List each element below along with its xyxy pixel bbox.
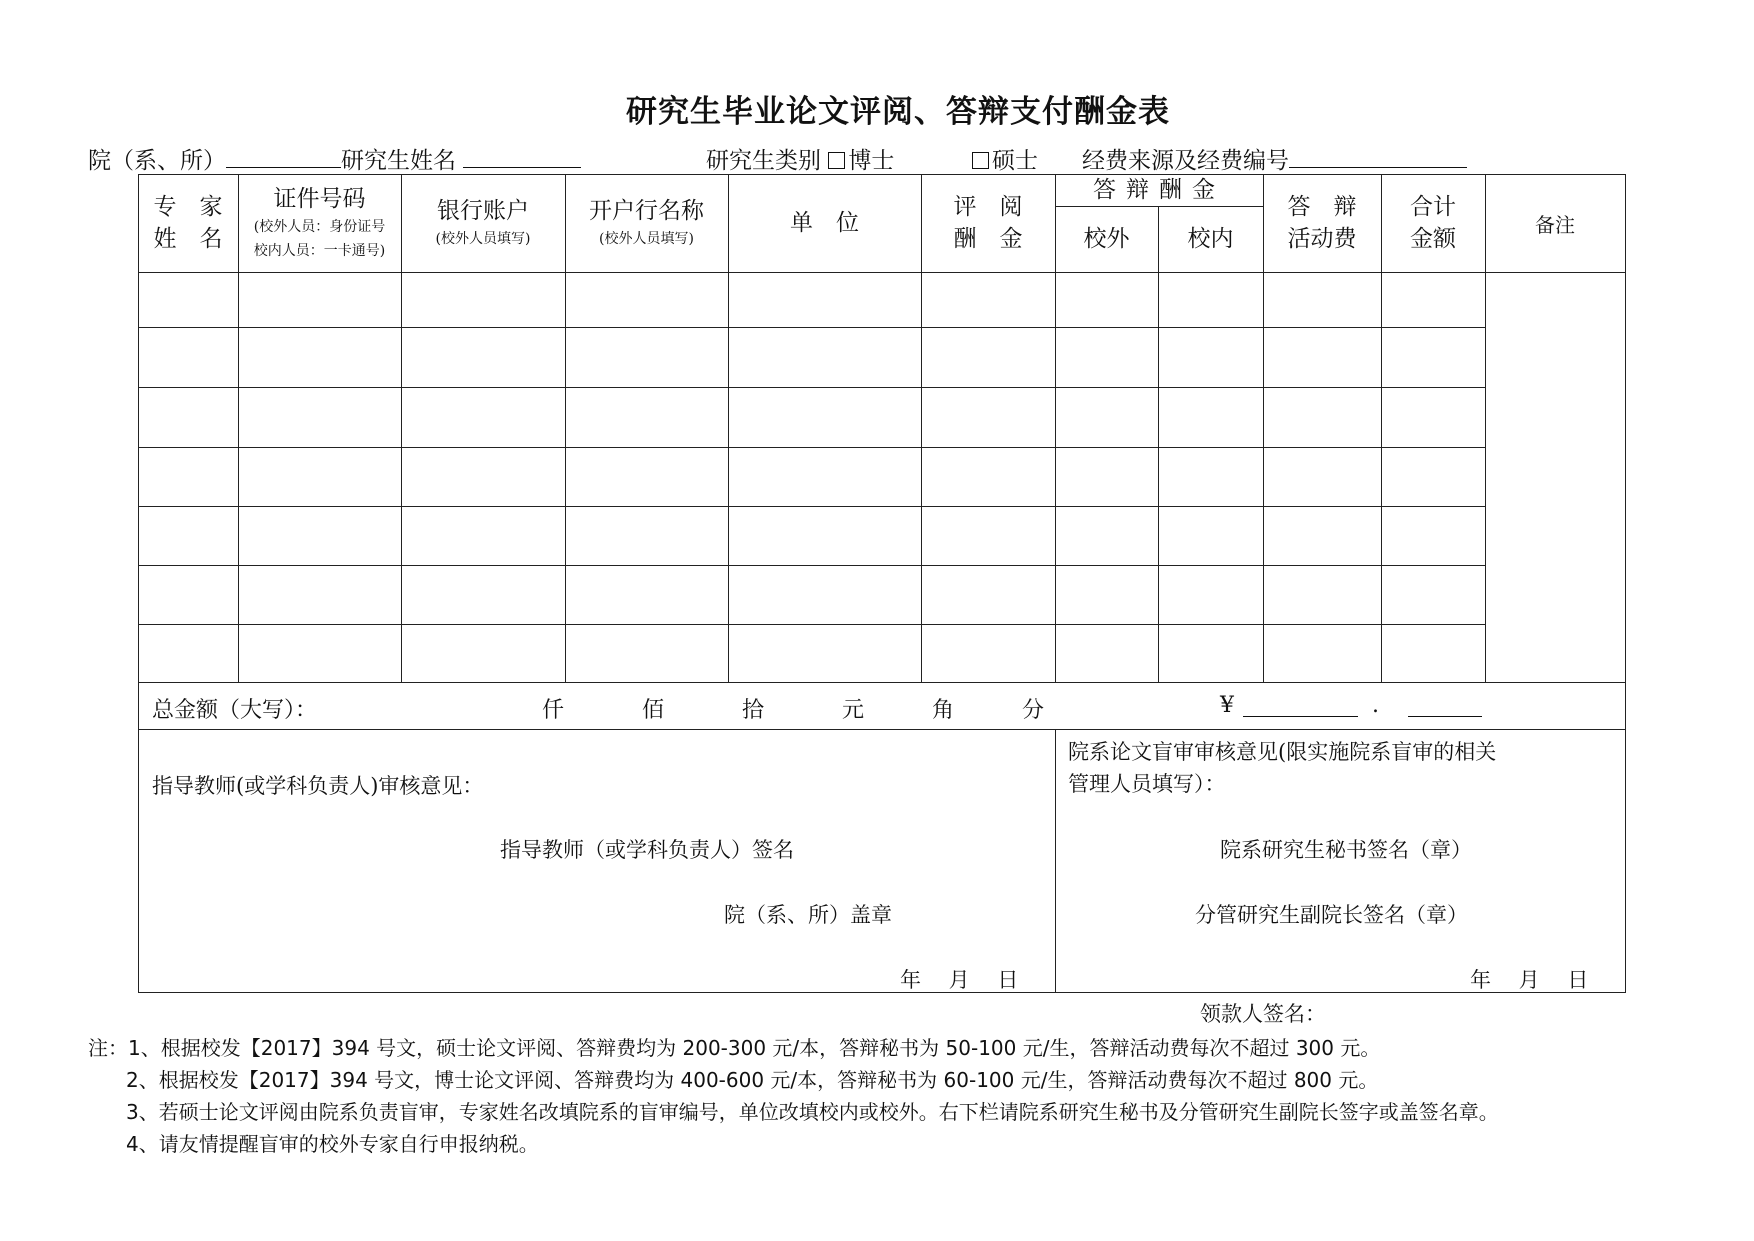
header-activity-fee-l2: 活动费 [1287, 226, 1357, 252]
student-type-field [706, 142, 894, 175]
master-checkbox[interactable] [972, 152, 989, 169]
header-bank-name [565, 174, 728, 272]
header-bank-name-label: 开户行名称 [589, 198, 704, 224]
table-border-right [1625, 174, 1626, 993]
row-line [138, 506, 1485, 507]
signature-area-top [138, 729, 1625, 730]
secretary-sign-label: 院系研究生秘书签名（章） [1220, 838, 1472, 862]
advisor-sign-label: 指导教师（或学科负责人）签名 [500, 838, 794, 862]
dept-seal-label: 院（系、所）盖章 [724, 903, 892, 927]
yen-symbol: ¥ [1220, 693, 1234, 718]
header-bank-account-note: (校外人员填写) [435, 231, 531, 247]
unit-hundred: 佰 [642, 698, 665, 723]
note-2: 2、根据校发【2017】394 号文，博士论文评阅、答辩费均为 400-600 元/本，答辩秘书为 60-100 元/生，答辩活动费每次不超过 800 元。 [126, 1068, 1379, 1092]
student-type-label: 研究生类别 [706, 148, 821, 174]
total-amount-label: 总金额（大写）： [152, 698, 318, 723]
header-internal: 校内 [1187, 226, 1234, 252]
row-line [138, 387, 1485, 388]
note-1: 注：1、根据校发【2017】394 号文，硕士论文评阅、答辩费均为 200-300 元/本，答辩秘书为 50-100 元/生，答辩活动费每次不超过 300 元。 [88, 1036, 1381, 1060]
master-option [972, 142, 1038, 175]
unit-jiao: 角 [932, 698, 955, 723]
form-title: 研究生毕业论文评阅、答辩支付酬金表 [626, 94, 1170, 130]
row-line [138, 327, 1485, 328]
blind-review-label-l1: 院系论文盲审审核意见(限实施院系盲审的相关 [1068, 740, 1497, 764]
header-bottom-line [138, 272, 1625, 273]
header-total [1381, 174, 1485, 272]
header-bank-account [401, 174, 565, 272]
header-review-fee-l1: 评 阅 [953, 194, 1023, 220]
header-review-fee [921, 174, 1055, 272]
doctor-option-label: 博士 [848, 148, 895, 174]
header-total-l2: 金额 [1410, 226, 1456, 252]
note-3: 3、若硕士论文评阅由院系负责盲审，专家姓名改填院系的盲审编号，单位改填校内或校外。右下栏请院系研究生秘书及分管研究生副院长签字或盖签名章。 [126, 1100, 1499, 1124]
header-id-number [238, 174, 401, 272]
vice-dean-sign-label: 分管研究生副院长签名（章） [1195, 903, 1468, 927]
student-name-label: 研究生姓名 [341, 148, 456, 174]
doctor-checkbox[interactable] [828, 152, 845, 169]
dept-input-line[interactable] [226, 145, 341, 168]
header-defense-fee: 答辩酬金 [1093, 177, 1225, 203]
row-line [138, 447, 1485, 448]
col-line [1158, 206, 1159, 682]
dept-label: 院（系、所） [88, 148, 226, 174]
recipient-sign-label: 领款人签名： [1200, 1002, 1326, 1026]
header-activity-fee [1263, 174, 1381, 272]
dept-field[interactable] [88, 142, 581, 175]
total-row-top [138, 682, 1625, 683]
header-external: 校外 [1083, 226, 1130, 252]
header-expert-name-l2: 姓 名 [153, 226, 223, 252]
unit-yuan: 元 [842, 698, 865, 723]
table-border-left [138, 174, 139, 993]
unit-ten: 拾 [742, 698, 765, 723]
funding-label: 经费来源及经费编号 [1082, 148, 1289, 174]
header-id-number-label: 证件号码 [273, 186, 366, 212]
header-bank-account-label: 银行账户 [437, 198, 529, 224]
signature-divider [1055, 729, 1056, 992]
student-name-input-line[interactable] [463, 145, 581, 168]
header-bank-name-note: (校外人员填写) [599, 231, 694, 247]
date-right: 年 月 日 [1470, 968, 1589, 992]
date-left: 年 月 日 [900, 968, 1019, 992]
yen-amount-line[interactable] [1243, 694, 1358, 717]
funding-input-line[interactable] [1289, 145, 1467, 168]
unit-thousand: 仟 [542, 698, 565, 723]
header-expert-name-l1: 专 家 [153, 194, 223, 220]
header-activity-fee-l1: 答 辩 [1287, 194, 1357, 220]
row-line [138, 565, 1485, 566]
master-option-label: 硕士 [992, 148, 1038, 174]
header-unit-label: 单 位 [790, 210, 859, 236]
header-unit [728, 174, 921, 272]
table-border-bottom [138, 992, 1625, 993]
blind-review-label-l2: 管理人员填写）： [1068, 772, 1226, 796]
header-review-fee-l2: 酬 金 [953, 226, 1023, 252]
note-4: 4、请友情提醒盲审的校外专家自行申报纳税。 [126, 1132, 539, 1156]
decimal-dot: . [1372, 693, 1379, 718]
funding-field [1082, 142, 1467, 175]
row-line [138, 624, 1485, 625]
unit-fen: 分 [1022, 698, 1045, 723]
header-total-l1: 合计 [1410, 194, 1456, 220]
header-remarks: 备注 [1535, 212, 1575, 237]
yen-decimal-line[interactable] [1408, 694, 1482, 717]
header-id-number-note1: (校外人员：身份证号 [253, 219, 386, 235]
header-expert-name [138, 174, 238, 272]
advisor-opinion-label: 指导教师(或学科负责人)审核意见： [152, 774, 484, 798]
header-id-number-note2: 校内人员：一卡通号) [253, 243, 386, 259]
